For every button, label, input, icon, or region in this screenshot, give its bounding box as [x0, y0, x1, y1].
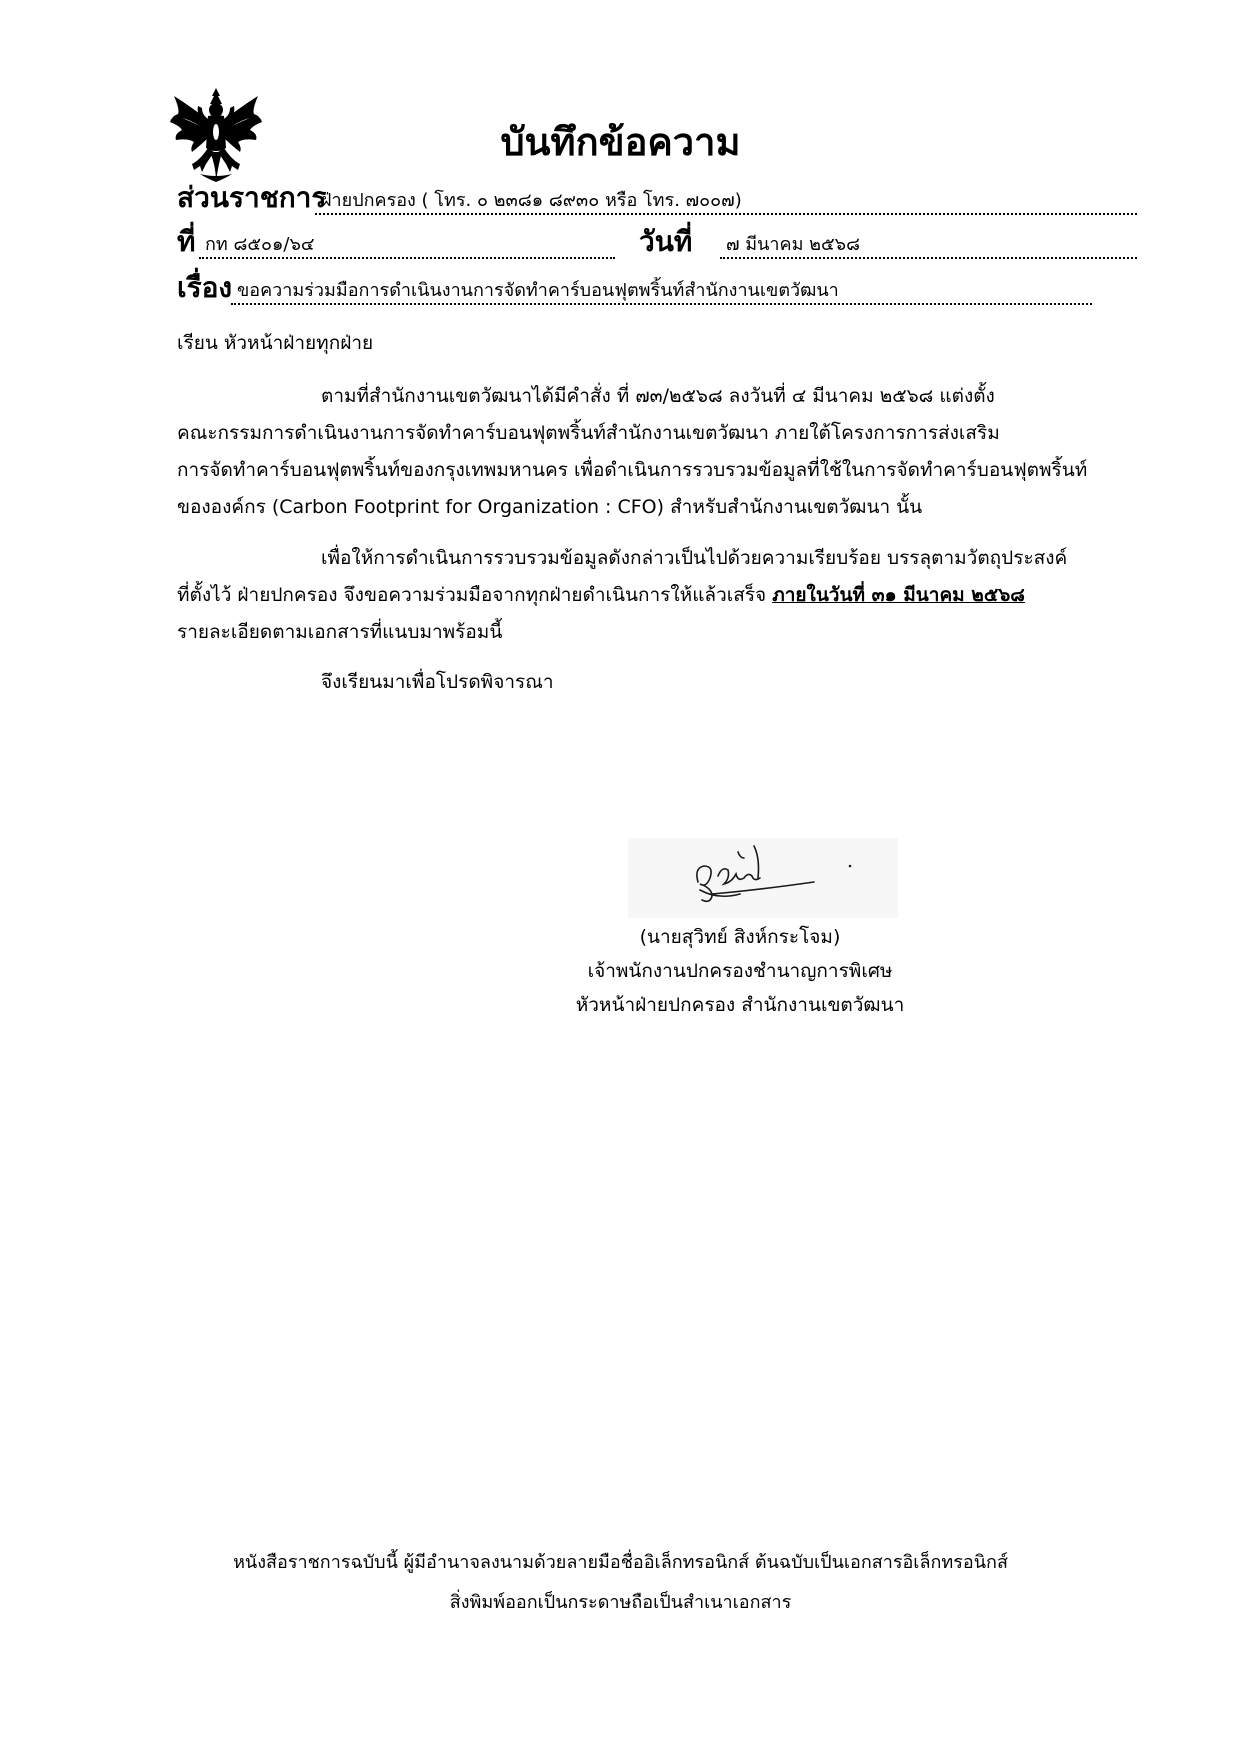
department-label: ส่วนราชการ — [177, 181, 327, 214]
signer-unit: หัวหน้าฝ่ายปกครอง สำนักงานเขตวัฒนา — [575, 994, 905, 1016]
date-value: ๗ มีนาคม ๒๕๖๘ — [720, 231, 1137, 259]
department-row — [177, 178, 1137, 218]
footer-note-line2: สิ่งพิมพ์ออกเป็นกระดาษถือเป็นสำเนาเอกสาร — [449, 1592, 792, 1613]
subject-row — [177, 268, 1137, 308]
handwritten-signature — [628, 838, 898, 918]
signer-name: (นายสุวิทย์ สิงห์กระโจม) — [639, 926, 841, 948]
reference-row — [177, 222, 1137, 262]
paragraph-1-line: คณะกรรมการดำเนินงานการจัดทำคาร์บอนฟุตพริ้นท์สำนักงานเขตวัฒนา ภายใต้โครงการการส่งเสริม — [177, 422, 1000, 444]
paragraph-2-line: เพื่อให้การดำเนินการรวบรวมข้อมูลดังกล่าวเป็นไปด้วยความเรียบร้อย บรรลุตามวัตถุประสงค์ — [321, 547, 1068, 569]
footer-note-line1: หนังสือราชการฉบับนี้ ผู้มีอำนาจลงนามด้วยลายมือชื่ออิเล็กทรอนิกส์ ต้นฉบับเป็นเอกสารอิเล็กทรอนิกส์ — [233, 1552, 1008, 1573]
paragraph-1 — [177, 378, 1137, 526]
paragraph-2-line — [177, 577, 1137, 614]
paragraph-2-line: รายละเอียดตามเอกสารที่แนบมาพร้อมนี้ — [177, 621, 503, 643]
paragraph-1-line: ตามที่สำนักงานเขตวัฒนาได้มีคำสั่ง ที่ ๗๓/๒๕๖๘ ลงวันที่ ๔ มีนาคม ๒๕๖๘ แต่งตั้ง — [321, 385, 995, 407]
deadline-text: ภายในวันที่ ๓๑ มีนาคม ๒๕๖๘ — [772, 584, 1025, 606]
subject-value: ขอความร่วมมือการดำเนินงานการจัดทำคาร์บอนฟุตพริ้นท์สำนักงานเขตวัฒนา — [231, 277, 1092, 305]
date-label: วันที่ — [639, 225, 693, 258]
document-title: บันทึกข้อความ — [500, 120, 741, 164]
reference-label: ที่ — [177, 225, 196, 258]
signer-position: เจ้าพนักงานปกครองชำนาญการพิเศษ — [587, 960, 893, 982]
paragraph-2 — [177, 540, 1137, 651]
reference-value: กท ๘๕๐๑/๖๔ — [199, 231, 615, 259]
subject-label: เรื่อง — [177, 271, 233, 304]
paragraph-1-line: ขององค์กร (Carbon Footprint for Organization : CFO) สำหรับสำนักงานเขตวัฒนา นั้น — [177, 496, 923, 518]
paragraph-1-line: การจัดทำคาร์บอนฟุตพริ้นท์ของกรุงเทพมหานคร เพื่อดำเนินการรวบรวมข้อมูลที่ใช้ในการจัดทำคาร์บอนฟุตพริ้นท์ — [177, 459, 1088, 481]
department-value: ฝ่ายปกครอง ( โทร. ๐ ๒๓๘๑ ๘๙๓๐ หรือ โทร. ๗๐๐๗) — [315, 187, 1137, 215]
closing-text: จึงเรียนมาเพื่อโปรดพิจารณา — [321, 671, 554, 693]
paragraph-2-text: ที่ตั้งไว้ ฝ่ายปกครอง จึงขอความร่วมมือจากทุกฝ่ายดำเนินการให้แล้วเสร็จ — [177, 584, 773, 606]
salutation: เรียน หัวหน้าฝ่ายทุกฝ่าย — [177, 332, 374, 354]
